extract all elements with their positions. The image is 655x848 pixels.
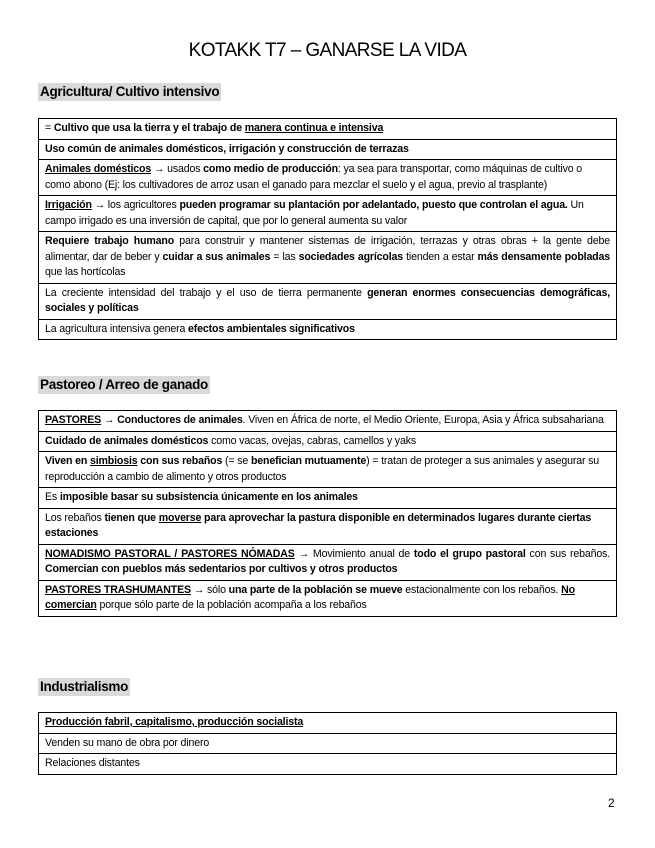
table-row — [39, 139, 617, 160]
table-row — [39, 196, 617, 232]
row-cell — [39, 160, 617, 196]
table-row — [39, 508, 617, 544]
text-run: Es — [45, 491, 60, 503]
text-run: Requiere trabajo humano — [45, 235, 175, 247]
section-heading-pastoreo: Pastoreo / Arreo de ganado — [40, 377, 208, 392]
table-row — [39, 733, 617, 754]
row-cell — [39, 431, 617, 452]
row-cell — [39, 488, 617, 509]
row-cell — [39, 452, 617, 488]
text-run: → sólo — [190, 583, 229, 596]
page-title: KOTAKK T7 – GANARSE LA VIDA — [188, 40, 467, 61]
row-cell — [39, 196, 617, 232]
table-row — [39, 488, 617, 509]
text-run: = — [45, 122, 54, 134]
table-row — [39, 580, 617, 616]
text-run: benefician mutuamente — [250, 455, 367, 467]
table-row — [39, 544, 617, 580]
text-run: manera continua e intensiva — [244, 122, 384, 134]
text-run: ) = tratan de proteger a sus animales y asegurar su reproducción a cambio de alimento y otros productos — [45, 455, 600, 483]
text-run: Un campo irrigado es una inversión de capital, que por lo general aumenta su valor — [45, 199, 584, 227]
text-run: Uso común de animales domésticos, irrigación y construcción de terrazas — [45, 142, 409, 155]
text-run: como vacas, ovejas, cabras, camellos y yaks — [208, 434, 416, 447]
row-cell — [39, 319, 617, 340]
table-row — [39, 160, 617, 196]
text-run: Relaciones distantes — [45, 757, 140, 769]
section-heading-agricultura: Agricultura/ Cultivo intensivo — [40, 84, 220, 99]
text-run: pueden programar su plantación por adelantado, puesto que controlan el agua. — [179, 199, 568, 211]
text-run: todo el grupo pastoral — [413, 547, 526, 560]
text-run: una parte de la población se mueve — [228, 583, 403, 596]
text-run: PASTORES — [45, 414, 102, 426]
table-industrialismo — [38, 712, 617, 775]
text-run: como medio de producción — [203, 163, 338, 175]
text-run: Cultivo que usa la tierra y el trabajo de — [53, 122, 245, 134]
table-row — [39, 283, 617, 319]
table-row — [39, 411, 617, 432]
text-run: porque sólo parte de la población acompaña a los rebaños — [96, 599, 367, 611]
text-run: Producción fabril, capitalismo, producción socialista — [45, 716, 304, 728]
row-cell — [39, 139, 617, 160]
text-run: cuidar a sus animales — [162, 250, 271, 263]
text-run: estacionalmente con los rebaños. — [402, 583, 562, 596]
table-row — [39, 319, 617, 340]
row-cell — [39, 733, 617, 754]
text-run: Animales domésticos — [45, 163, 152, 175]
row-cell — [39, 754, 617, 775]
text-run: Irrigación — [45, 199, 92, 211]
table-row — [39, 431, 617, 452]
text-run: Venden su mano de obra por dinero — [45, 736, 210, 749]
text-run: simbiosis — [89, 455, 138, 467]
text-run: Viven en — [45, 455, 90, 467]
row-cell — [39, 544, 617, 580]
text-run: para aprovechar la pastura disponible en determinados lugares durante ciertas estaciones — [45, 511, 592, 539]
text-run: que las hortícolas — [45, 266, 126, 278]
row-cell — [39, 508, 617, 544]
text-run: . Viven en África de norte, el Medio Oriente, Europa, Asia y África subsahariana — [242, 414, 604, 426]
text-run: → — [101, 414, 118, 426]
text-run: : ya sea para transportar, como máquinas de cultivo o como abono (Ej: los cultivadores de arroz usan el ganado para mezclar el suelo y el agua, previo al trasplante) — [45, 163, 582, 191]
text-run: con sus rebaños. — [525, 547, 610, 560]
text-run: → los agricultores — [91, 199, 180, 211]
text-run: más densamente pobladas — [477, 250, 610, 263]
text-run: tienden a estar — [403, 250, 478, 263]
text-run: (= se — [222, 455, 251, 467]
text-run: → usados — [151, 163, 204, 175]
table-row — [39, 232, 617, 284]
row-cell — [39, 119, 617, 140]
text-run: con sus rebaños — [137, 455, 223, 467]
text-run: → Movimiento anual de — [294, 547, 414, 560]
row-cell — [39, 232, 617, 284]
text-run: La agricultura intensiva genera — [45, 322, 189, 335]
row-cell — [39, 411, 617, 432]
text-run: NOMADISMO PASTORAL / PASTORES NÓMADAS — [45, 547, 295, 560]
text-run: Comercian con pueblos más sedentarios por cultivos y otros productos — [45, 563, 398, 575]
text-run: imposible basar su subsistencia únicamente en los animales — [59, 491, 358, 503]
table-pastoreo — [38, 410, 617, 617]
row-cell — [39, 283, 617, 319]
table-row — [39, 452, 617, 488]
text-run: para construir y mantener sistemas de irrigación, terrazas y otras obras + la gente debe alimentar, dar de beber y — [45, 235, 610, 263]
text-run: Cuidado de animales domésticos — [45, 434, 209, 447]
page-number: 2 — [608, 796, 615, 810]
text-run: moverse — [158, 511, 202, 524]
text-run: efectos ambientales significativos — [188, 322, 355, 335]
text-run: sociedades agrícolas — [298, 250, 404, 263]
section-heading-industrialismo: Industrialismo — [40, 679, 129, 694]
text-run: Los rebaños — [45, 511, 105, 524]
text-run: Conductores de animales — [117, 414, 243, 426]
table-row — [39, 754, 617, 775]
row-cell — [39, 580, 617, 616]
text-run: La creciente intensidad del trabajo y el uso de tierra permanente — [45, 286, 368, 299]
table-row — [39, 119, 617, 140]
row-cell — [39, 713, 617, 734]
text-run: = las — [270, 250, 299, 263]
table-row — [39, 713, 617, 734]
table-agricultura — [38, 118, 617, 340]
text-run: tienen que — [104, 511, 159, 524]
text-run: generan enormes consecuencias demográficas, sociales y políticas — [45, 286, 610, 314]
text-run: No comercian — [45, 583, 575, 611]
text-run: PASTORES TRASHUMANTES — [45, 583, 191, 596]
